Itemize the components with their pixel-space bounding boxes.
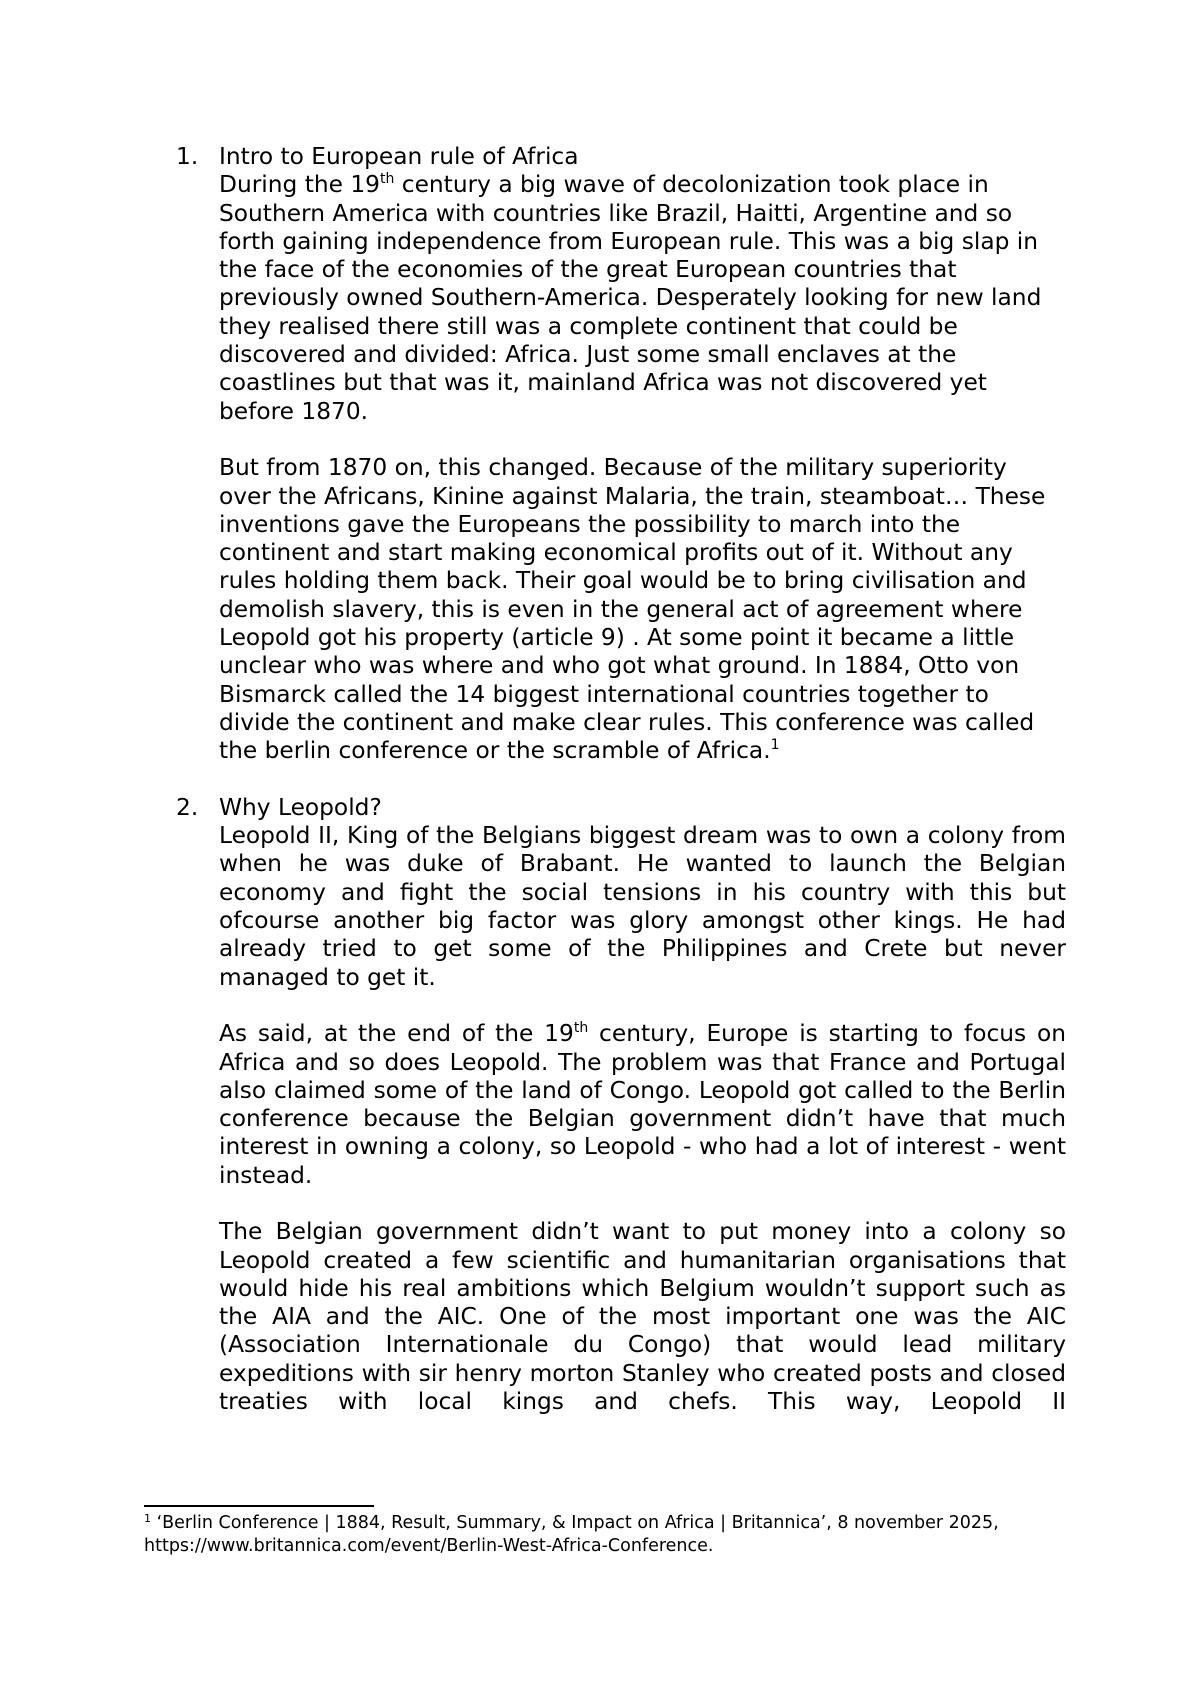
list-number: 1. bbox=[176, 143, 199, 170]
document-body bbox=[176, 143, 1066, 1416]
section-why-leopold bbox=[176, 794, 1066, 1417]
paragraph-text: As said, at the end of the 19 bbox=[219, 1020, 574, 1048]
section-heading: Why Leopold? bbox=[219, 793, 382, 821]
superscript: th bbox=[380, 171, 395, 188]
footnote-separator bbox=[144, 1505, 374, 1507]
paragraph bbox=[219, 454, 1066, 765]
footnote bbox=[144, 1512, 1074, 1558]
footnote-marker: 1 bbox=[144, 1512, 151, 1525]
superscript: th bbox=[573, 1020, 589, 1037]
paragraph: The Belgian government didn’t want to put money into a colony so Leopold created a few scientific and humanitarian organisations that would hide his real ambitions which Belgium wouldn’t support such as the AIA and the AIC. One of the most important one was the AIC (Association Internationale du Congo) that would lead military expeditions with sir henry morton Stanley who created posts and closed treaties with local kings and chefs. This way, Leopold II bbox=[219, 1218, 1066, 1416]
paragraph-text: During the 19 bbox=[219, 171, 380, 199]
paragraph bbox=[219, 171, 1066, 426]
section-intro bbox=[176, 143, 1066, 766]
paragraph-text: century, Europe is starting to focus on Africa and so does Leopold. The problem was that France and Portugal also claimed some of the land of Congo. Leopold got called to the Berlin conference because the Belgian government didn’t have that much interest in owning a colony, so Leopold - who had a lot of interest - went instead. bbox=[219, 1020, 1067, 1189]
section-heading: Intro to European rule of Africa bbox=[219, 143, 579, 170]
footnote-reference[interactable]: 1 bbox=[770, 737, 780, 754]
paragraph bbox=[219, 1020, 1066, 1190]
paragraph: Leopold II, King of the Belgians biggest dream was to own a colony from when he was duke of Brabant. He wanted to launch the Belgian economy and fight the social tensions in his country with this but ofcourse another big factor was glory amongst other kings. He had already tried to get some of the Philippines and Crete but never managed to get it. bbox=[219, 822, 1066, 991]
paragraph-text: But from 1870 on, this changed. Because of the military superiority over the Africans, Kinine against Malaria, the train, steamboat… These inventions gave the Europeans the possibility to march into the continent and start making economical profits out of it. Without any rules holding them back. Their goal would be to bring civilisation and demolish slavery, this is even in the general act of agreement where Leopold got his property (article 9) . At some point it became a little unclear who was where and who got what ground. In 1884, Otto von Bismarck called the 14 biggest international countries together to divide the continent and make clear rules. This conference was called the berlin conference or the scramble of Africa. bbox=[219, 454, 1046, 765]
paragraph-text: century a big wave of decolonization took place in Southern America with countries like Brazil, Haitti, Argentine and so forth gaining independence from European rule. This was a big slap in the face of the economies of the great European countries that previously owned Southern-America. Desperately looking for new land they realised there still was a complete continent that could be discovered and divided: Africa. Just some small enclaves at the coastlines but that was it, mainland Africa was not discovered yet before 1870. bbox=[219, 171, 1042, 425]
list-number: 2. bbox=[176, 793, 199, 821]
footnote-text: ‘Berlin Conference | 1884, Result, Summary, & Impact on Africa | Britannica’, 8 november 2025, https://www.britannica.com/event/Berlin-West-Africa-Conference. bbox=[144, 1513, 999, 1556]
